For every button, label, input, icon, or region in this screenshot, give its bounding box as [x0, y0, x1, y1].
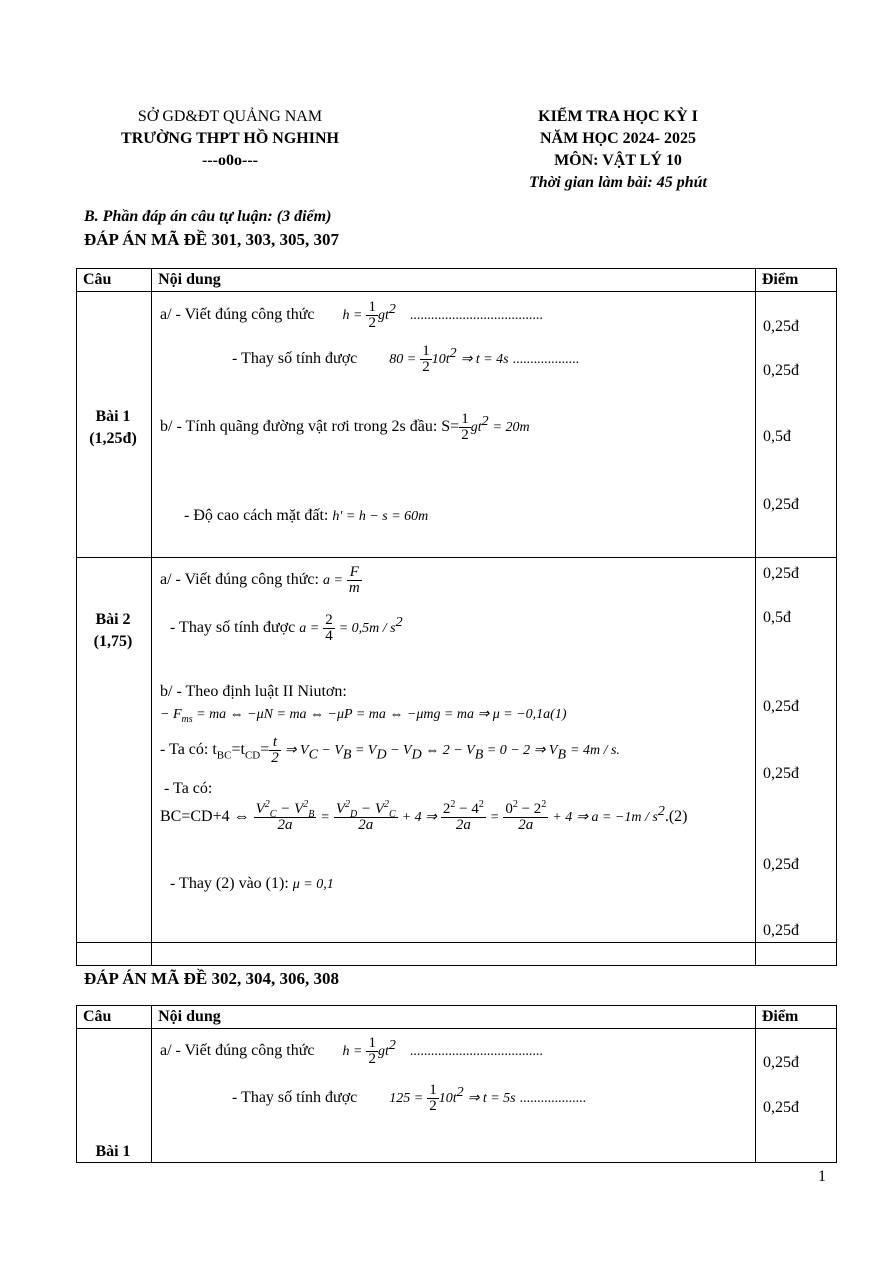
department-name: SỞ GD&ĐT QUẢNG NAM — [137, 108, 323, 125]
score: 0,25đ — [763, 698, 799, 715]
bai2-label: Bài 2 (1,75) — [93, 611, 133, 650]
bai1-label: Bài 1 (1,25đ) — [89, 408, 137, 447]
col-header-cau: Câu — [77, 1006, 152, 1029]
bai1-a-line: a/ - Viết đúng công thức h = $\frac{1}{2}$ $gt^2$ ...................................... — [160, 299, 543, 331]
bai2-d-line: - Ta có: — [164, 780, 213, 797]
school-header — [80, 106, 380, 172]
score: 0,25đ — [763, 1054, 799, 1071]
score: 0,25đ — [763, 856, 799, 873]
t2-bai1-label: Bài 1 — [95, 1143, 131, 1160]
school-year: NĂM HỌC 2024- 2025 — [540, 130, 696, 147]
score: 0,25đ — [763, 362, 799, 379]
bai2-e-line: BC=CD+4 ⇔ $\frac{V^2_C - V^2_B}{2a}$ = $\frac{V^2_D - V^2_C}{2a}$ + 4 ⇒ $\frac{2^2 - 4^2}{2a}$ = $\frac{0^2 - 2^2}{2a}$ + 4 ⇒ $a = -1m / s^2.(2)$ — [160, 799, 688, 833]
bai2-b-equation: − $F_{ms}$ = ma ⇔ −μN = ma ⇔ −μP = ma ⇔ −μmg = ma ⇒ μ = −0,1a(1) — [160, 707, 567, 725]
score: 0,25đ — [763, 565, 799, 582]
col-header-diem: Điểm — [755, 1006, 836, 1029]
score: 0,5đ — [763, 609, 791, 626]
score: 0,25đ — [763, 1099, 799, 1116]
col-header-cau: Câu — [77, 269, 152, 292]
exam-header — [468, 106, 768, 194]
t2-bai1-a-line: a/ - Viết đúng công thức h = $\frac{1}{2}$ $gt^2$ ...................................... — [160, 1035, 543, 1067]
bai2-c-line: - Ta có: $t_{BC}=t_{CD}=$ $\frac{t}{2}$ ⇒ $V_C - V_B = V_D - V_D$ ⇔ $2 - V_B = 0 - 2$ ⇒ $V_B = 4m / s$. — [160, 734, 620, 766]
page-number: 1 — [818, 1168, 826, 1185]
score: 0,25đ — [763, 318, 799, 335]
exam-title: KIỂM TRA HỌC KỲ I — [538, 108, 698, 125]
bai1-a2-line: - Thay số tính được 80 = $\frac{1}{2}$ $10t^2$ ⇒ t = 4s ................... — [232, 343, 580, 375]
col-header-noi-dung: Nội dung — [152, 269, 756, 292]
t2-bai1-a2-line: - Thay số tính được 125 = $\frac{1}{2}$ $10t^2$ ⇒ t = 5s ................... — [232, 1082, 587, 1114]
col-header-noi-dung: Nội dung — [152, 1006, 756, 1029]
score: 0,25đ — [763, 922, 799, 939]
bai2-b-line: b/ - Theo định luật II Niutơn: — [160, 683, 347, 700]
score: 0,5đ — [763, 428, 791, 445]
col-header-diem: Điểm — [755, 269, 836, 292]
score: 0,25đ — [763, 496, 799, 513]
bai2-a2-line: - Thay số tính được a = $\frac{2}{4}$ = $0,5m / s^2$ — [170, 612, 403, 644]
exam-duration: Thời gian làm bài: 45 phút — [529, 174, 707, 191]
score: 0,25đ — [763, 765, 799, 782]
bai1-b2-line: - Độ cao cách mặt đất: h' = h − s = 60m — [184, 507, 429, 524]
subject: MÔN: VẬT LÝ 10 — [554, 152, 682, 169]
school-name: TRƯỜNG THPT HỒ NGHINH — [121, 130, 339, 147]
answer-key-title-1: ĐÁP ÁN MÃ ĐỀ 301, 303, 305, 307 — [84, 230, 339, 249]
divider-text: ---o0o--- — [202, 152, 258, 169]
section-title: B. Phần đáp án câu tự luận: (3 điểm) — [84, 208, 332, 225]
answer-key-title-2: ĐÁP ÁN MÃ ĐỀ 302, 304, 306, 308 — [84, 969, 339, 988]
bai2-f-line: - Thay (2) vào (1): μ = 0,1 — [170, 875, 334, 892]
bai1-b-line: b/ - Tính quãng đường vật rơi trong 2s đầu: S= $\frac{1}{2}$ $gt^2 = 20m$ — [160, 411, 530, 443]
bai2-a-line: a/ - Viết đúng công thức: a = $\frac{F}{m}$ — [160, 564, 360, 596]
